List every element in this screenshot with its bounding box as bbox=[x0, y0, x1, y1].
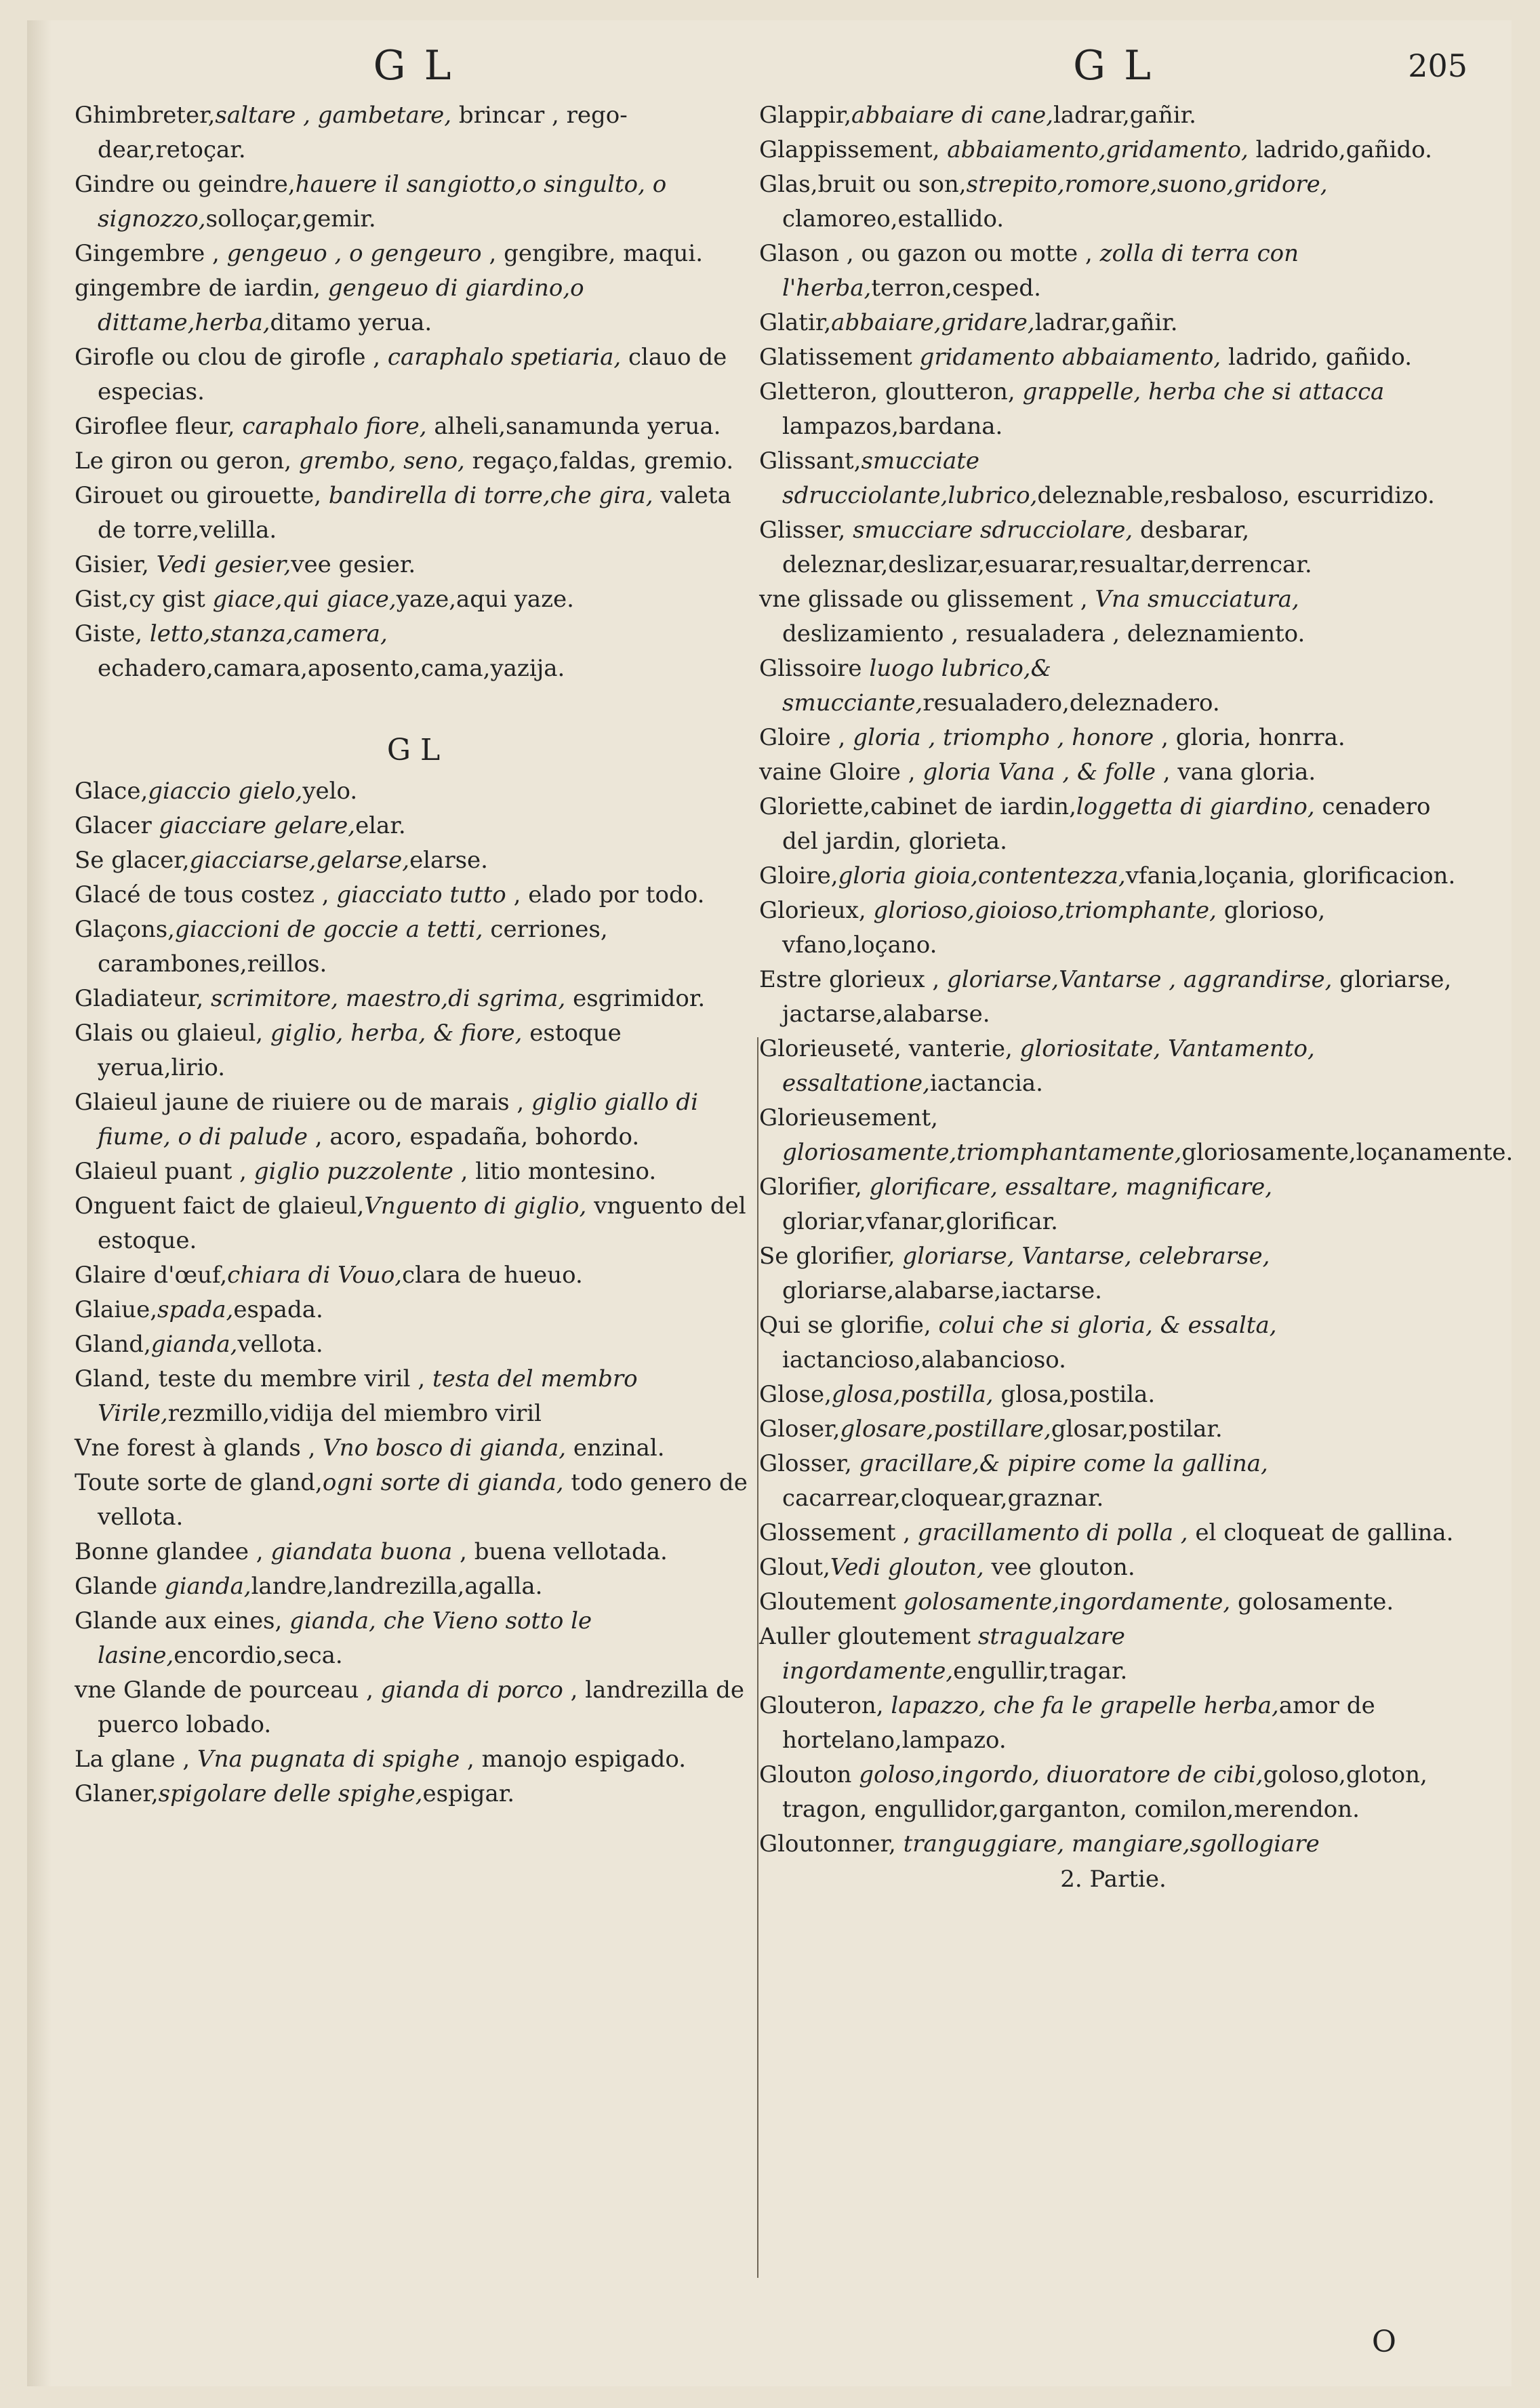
entry-headword: Gisier, bbox=[75, 551, 157, 578]
right-running-head: G L bbox=[1073, 42, 1154, 89]
entry-headword: Glose, bbox=[759, 1381, 832, 1408]
entry-headword: Giste, bbox=[75, 620, 150, 647]
left-entries-bottom bbox=[75, 774, 752, 1811]
entry-headword: Girouet ou girouette, bbox=[75, 482, 329, 509]
entry-headword: Glaiue, bbox=[75, 1296, 158, 1323]
column-rule bbox=[757, 1037, 758, 2278]
dictionary-entry bbox=[759, 859, 1467, 894]
dictionary-entry bbox=[759, 1550, 1467, 1585]
entry-italian: giglio puzzolente bbox=[254, 1158, 453, 1185]
signature-mark: 2. Partie. bbox=[1060, 1866, 1167, 1893]
right-entries bbox=[759, 98, 1514, 1862]
entry-spanish: clara de hueuo. bbox=[402, 1262, 583, 1289]
dictionary-entry bbox=[75, 809, 752, 843]
entry-italian: Vno bosco di gianda, bbox=[323, 1434, 567, 1462]
entry-headword: Glason , ou gazon ou motte , bbox=[759, 240, 1100, 267]
dictionary-entry bbox=[75, 617, 752, 686]
dictionary-entry bbox=[75, 479, 752, 548]
entry-headword: Glaner, bbox=[75, 1780, 159, 1807]
dictionary-entry bbox=[75, 444, 752, 479]
dictionary-entry bbox=[75, 1293, 752, 1327]
entry-italian: smucciare sdrucciolare, bbox=[853, 517, 1133, 544]
dictionary-entry bbox=[75, 1777, 752, 1811]
entry-spanish: ladrido,gañido. bbox=[1248, 136, 1432, 163]
entry-headword: Glisser, bbox=[759, 517, 853, 544]
entry-italian: gengeuo di giardino,o dittame,herba, bbox=[98, 275, 584, 336]
dictionary-entry bbox=[759, 651, 1467, 721]
entry-italian: Vnguento di giglio, bbox=[364, 1192, 587, 1220]
entry-headword: Giroflee fleur, bbox=[75, 413, 243, 440]
entry-spanish: solloçar,gemir. bbox=[205, 205, 376, 233]
dictionary-entry bbox=[759, 790, 1467, 859]
entry-spanish: , landrezilla de puerco lobado. bbox=[98, 1677, 744, 1738]
entry-spanish: iactancia. bbox=[929, 1070, 1043, 1097]
entry-italian: letto,stanza,camera, bbox=[149, 620, 388, 647]
entry-headword: vne Glande de pourceau , bbox=[75, 1677, 381, 1704]
entry-italian: ogni sorte di gianda, bbox=[322, 1469, 564, 1496]
entry-headword: Glout, bbox=[759, 1554, 830, 1581]
entry-spanish: gloriarse,alabarse,iactarse. bbox=[782, 1277, 1102, 1304]
entry-italian: tranguggiare, mangiare,sgollogiare bbox=[903, 1830, 1320, 1858]
entry-spanish: golosamente. bbox=[1230, 1588, 1394, 1616]
entry-spanish: yelo. bbox=[302, 778, 358, 805]
dictionary-entry bbox=[759, 1827, 1467, 1862]
entry-spanish: , acoro, espadaña, bohordo. bbox=[307, 1123, 640, 1150]
entry-italian: gracillare,& pipire come la gallina, bbox=[859, 1450, 1268, 1477]
entry-headword: Glossement , bbox=[759, 1519, 918, 1546]
entry-spanish: clauo de especias. bbox=[98, 344, 727, 405]
entry-spanish: landre,landrezilla,agalla. bbox=[251, 1573, 543, 1600]
entry-spanish: iactancioso,alabancioso. bbox=[782, 1346, 1066, 1373]
entry-spanish: vellota. bbox=[237, 1331, 323, 1358]
entry-headword: Girofle ou clou de girofle , bbox=[75, 344, 388, 371]
entry-headword: Glatissement bbox=[759, 344, 920, 371]
entry-italian: glorioso,gioioso,triomphante, bbox=[873, 897, 1217, 924]
entry-spanish: , gengibre, maqui. bbox=[481, 240, 704, 267]
entry-italian: gianda, bbox=[164, 1573, 251, 1600]
section-header: G L bbox=[386, 733, 441, 767]
dictionary-entry bbox=[759, 963, 1467, 1032]
entry-spanish: , gloria, honrra. bbox=[1154, 724, 1345, 751]
entry-spanish: enzinal. bbox=[566, 1434, 665, 1462]
entry-italian: gianda di porco bbox=[380, 1677, 563, 1704]
entry-italian: hauere il sangiotto,o singulto, o signozzo, bbox=[98, 171, 667, 233]
dictionary-entry bbox=[759, 1516, 1467, 1550]
entry-spanish: , vana gloria. bbox=[1155, 759, 1316, 786]
entry-italian: luogo lubrico,& smucciante, bbox=[782, 655, 1051, 717]
dictionary-entry bbox=[759, 1101, 1514, 1170]
left-column bbox=[75, 20, 752, 1811]
dictionary-entry bbox=[75, 912, 752, 982]
entry-spanish: echadero,camara,aposento,cama,yazija. bbox=[98, 655, 565, 682]
entry-spanish: yaze,aqui yaze. bbox=[396, 586, 574, 613]
entry-spanish: , manojo espigado. bbox=[460, 1746, 687, 1773]
entry-italian: spigolare delle spighe, bbox=[158, 1780, 423, 1807]
entry-italian: gianda, bbox=[150, 1331, 238, 1358]
entry-spanish: glorioso, vfano,loçano. bbox=[782, 897, 1326, 959]
entry-italian: colui che si gloria, & essalta, bbox=[938, 1312, 1277, 1339]
entry-spanish: estoque yerua,lirio. bbox=[98, 1020, 622, 1081]
entry-italian: Vna pugnata di spighe bbox=[197, 1746, 460, 1773]
dictionary-entry bbox=[759, 1378, 1467, 1412]
entry-italian: glosa,postilla, bbox=[831, 1381, 994, 1408]
entry-headword: Gloire , bbox=[759, 724, 853, 751]
dictionary-entry bbox=[759, 755, 1467, 790]
dictionary-entry bbox=[759, 513, 1467, 582]
entry-headword: Gingembre , bbox=[75, 240, 227, 267]
entry-headword: Gland, teste du membre viril , bbox=[75, 1365, 432, 1392]
entry-italian: glosare,postillare, bbox=[840, 1416, 1051, 1443]
entry-spanish: vnguento del estoque. bbox=[98, 1192, 746, 1254]
dictionary-entry bbox=[759, 1585, 1467, 1620]
dictionary-entry bbox=[75, 774, 752, 809]
dictionary-page bbox=[27, 20, 1512, 2386]
entry-spanish: elarse. bbox=[409, 847, 488, 874]
entry-italian: grappelle, herba che si attacca bbox=[1022, 378, 1385, 405]
dictionary-entry bbox=[75, 1016, 752, 1085]
page-number: 205 bbox=[1408, 47, 1467, 84]
entry-italian: gloriosamente,triomphantamente, bbox=[782, 1139, 1182, 1166]
entry-headword: Se glorifier, bbox=[759, 1243, 903, 1270]
entry-italian: caraphalo spetiaria, bbox=[387, 344, 622, 371]
entry-spanish: alheli,sanamunda yerua. bbox=[426, 413, 721, 440]
dictionary-entry bbox=[759, 1758, 1467, 1827]
entry-headword: Se glacer, bbox=[75, 847, 190, 874]
entry-spanish: ladrar,gañir. bbox=[1034, 309, 1178, 336]
entry-italian: gloriositate, Vantamento, essaltatione, bbox=[782, 1035, 1315, 1097]
dictionary-entry bbox=[75, 982, 752, 1016]
entry-italian: zolla di terra con l'herba, bbox=[782, 240, 1299, 302]
dictionary-entry bbox=[759, 1447, 1467, 1516]
entry-spanish: , buena vellotada. bbox=[452, 1538, 668, 1565]
dictionary-entry bbox=[75, 1673, 752, 1742]
entry-headword: Glappir, bbox=[759, 102, 852, 129]
entry-spanish: rezmillo,vidija del miembro viril bbox=[167, 1400, 542, 1427]
entry-italian: gloriarse, Vantarse, celebrarse, bbox=[902, 1243, 1270, 1270]
entry-headword: Glissoire bbox=[759, 655, 870, 682]
dictionary-entry bbox=[75, 1085, 752, 1155]
entry-italian: goloso,ingordo, diuoratore de cibi, bbox=[859, 1761, 1263, 1788]
dictionary-entry bbox=[759, 894, 1467, 963]
entry-italian: gloriarse,Vantarse , aggrandirse, bbox=[946, 966, 1333, 993]
entry-italian: giglio giallo di fiume, o di palude bbox=[98, 1089, 698, 1150]
entry-spanish: vee gesier. bbox=[291, 551, 416, 578]
dictionary-entry bbox=[75, 1604, 752, 1673]
entry-italian: grembo, seno, bbox=[298, 447, 465, 475]
entry-spanish: gloriar,vfanar,glorificar. bbox=[782, 1208, 1058, 1235]
entry-headword: Glande bbox=[75, 1573, 165, 1600]
entry-headword: Ghimbreter, bbox=[75, 102, 216, 129]
entry-headword: Le giron ou geron, bbox=[75, 447, 299, 475]
entry-spanish: vee glouton. bbox=[984, 1554, 1135, 1581]
entry-spanish: ditamo yerua. bbox=[270, 309, 432, 336]
dictionary-entry bbox=[759, 1620, 1467, 1689]
entry-headword: Glappissement, bbox=[759, 136, 948, 163]
dictionary-entry bbox=[759, 237, 1467, 306]
entry-spanish: deslizamiento , resualadera , deleznamiento. bbox=[782, 620, 1305, 647]
entry-spanish: elar. bbox=[355, 812, 406, 839]
entry-italian: gracillamento di polla , bbox=[917, 1519, 1188, 1546]
dictionary-entry bbox=[75, 1327, 752, 1362]
entry-headword: Onguent faict de glaieul, bbox=[75, 1192, 365, 1220]
dictionary-entry bbox=[759, 306, 1467, 340]
dictionary-entry bbox=[759, 167, 1467, 237]
entry-headword: Glaire d'œuf, bbox=[75, 1262, 228, 1289]
entry-headword: Glacer bbox=[75, 812, 159, 839]
entry-spanish: ladrido, gañido. bbox=[1221, 344, 1413, 371]
entry-spanish: ladrar,gañir. bbox=[1053, 102, 1196, 129]
entry-headword: Glais ou glaieul, bbox=[75, 1020, 270, 1047]
entry-headword: Glouton bbox=[759, 1761, 859, 1788]
entry-headword: Gist,cy gist bbox=[75, 586, 213, 613]
dictionary-entry bbox=[75, 271, 752, 340]
entry-spanish: gloriosamente,loçanamente. bbox=[1181, 1139, 1514, 1166]
entry-italian: strepito,romore,suono,gridore, bbox=[966, 171, 1328, 198]
entry-spanish: desbarar, deleznar,deslizar,esuarar,resualtar,derrencar. bbox=[782, 517, 1312, 578]
entry-italian: testa del membro Virile, bbox=[98, 1365, 638, 1427]
entry-italian: giaccio gielo, bbox=[148, 778, 303, 805]
entry-italian: Vedi gesier, bbox=[156, 551, 291, 578]
entry-spanish: terron,cesped. bbox=[871, 275, 1041, 302]
entry-italian: giacciato tutto bbox=[336, 881, 506, 908]
entry-italian: lapazzo, che fa le grapelle herba, bbox=[891, 1692, 1279, 1719]
entry-spanish: regaço,faldas, gremio. bbox=[464, 447, 734, 475]
dictionary-entry bbox=[75, 1535, 752, 1569]
entry-spanish: , litio montesino. bbox=[453, 1158, 657, 1185]
entry-headword: gingembre de iardin, bbox=[75, 275, 328, 302]
entry-headword: Bonne glandee , bbox=[75, 1538, 271, 1565]
entry-spanish: glosa,postila. bbox=[993, 1381, 1156, 1408]
entry-italian: chiara di Vouo, bbox=[227, 1262, 403, 1289]
entry-headword: vaine Gloire , bbox=[759, 759, 923, 786]
page-gutter-shadow bbox=[27, 20, 52, 2386]
entry-spanish: cacarrear,cloquear,graznar. bbox=[782, 1485, 1104, 1512]
entry-spanish: el cloqueat de gallina. bbox=[1188, 1519, 1454, 1546]
entry-spanish: cenadero del jardin, glorieta. bbox=[782, 793, 1431, 855]
entry-italian: caraphalo fiore, bbox=[242, 413, 427, 440]
entry-italian: saltare , gambetare, bbox=[215, 102, 452, 129]
entry-headword: Gland, bbox=[75, 1331, 151, 1358]
entry-headword: Estre glorieux , bbox=[759, 966, 947, 993]
dictionary-entry bbox=[759, 1239, 1467, 1308]
entry-headword: Gladiateur, bbox=[75, 985, 211, 1012]
dictionary-entry bbox=[759, 1308, 1467, 1378]
dictionary-entry bbox=[75, 237, 752, 271]
entry-italian: Vedi glouton, bbox=[830, 1554, 984, 1581]
entry-italian: loggetta di giardino, bbox=[1076, 793, 1315, 820]
entry-spanish: vfania,loçania, glorificacion. bbox=[1125, 862, 1456, 889]
entry-headword: Glaçons, bbox=[75, 916, 175, 943]
entry-headword: Toute sorte de gland, bbox=[75, 1469, 323, 1496]
dictionary-entry bbox=[75, 1362, 752, 1431]
entry-spanish: glosar,postilar. bbox=[1051, 1416, 1223, 1443]
entry-spanish: resualadero,deleznadero. bbox=[923, 689, 1220, 717]
entry-italian: golosamente,ingordamente, bbox=[903, 1588, 1231, 1616]
entry-italian: abbaiare di cane, bbox=[851, 102, 1054, 129]
dictionary-entry bbox=[759, 133, 1467, 167]
entry-headword: Glouteron, bbox=[759, 1692, 891, 1719]
entry-italian: giaccioni de goccie a tetti, bbox=[174, 916, 483, 943]
entry-headword: Glas,bruit ou son, bbox=[759, 171, 967, 198]
entry-headword: Vne forest à glands , bbox=[75, 1434, 323, 1462]
dictionary-entry bbox=[75, 98, 752, 167]
entry-headword: Glaieul jaune de riuiere ou de marais , bbox=[75, 1089, 531, 1116]
entry-headword: Gloire, bbox=[759, 862, 838, 889]
entry-italian: stragualzare ingordamente, bbox=[782, 1623, 1125, 1685]
entry-spanish: cerriones, carambones,reillos. bbox=[98, 916, 608, 978]
entry-headword: Glorieux, bbox=[759, 897, 874, 924]
dictionary-entry bbox=[759, 444, 1467, 513]
dictionary-entry bbox=[759, 1170, 1467, 1239]
dictionary-entry bbox=[75, 409, 752, 444]
entry-headword: Glosser, bbox=[759, 1450, 859, 1477]
entry-headword: Glorieusement, bbox=[759, 1104, 938, 1131]
dictionary-entry bbox=[759, 582, 1467, 651]
entry-spanish: esgrimidor. bbox=[565, 985, 706, 1012]
entry-italian: giglio, herba, & fiore, bbox=[270, 1020, 523, 1047]
dictionary-entry bbox=[75, 1466, 752, 1535]
entry-spanish: todo genero de vellota. bbox=[98, 1469, 748, 1531]
entry-headword: Qui se glorifie, bbox=[759, 1312, 939, 1339]
dictionary-entry bbox=[75, 878, 752, 912]
entry-headword: Glissant, bbox=[759, 447, 862, 475]
catch-mark: O bbox=[1371, 2325, 1396, 2359]
entry-italian: gloria gioia,contentezza, bbox=[838, 862, 1126, 889]
entry-italian: spada, bbox=[157, 1296, 234, 1323]
left-running-head: G L bbox=[373, 42, 454, 89]
dictionary-entry bbox=[759, 340, 1467, 375]
dictionary-entry bbox=[759, 1412, 1467, 1447]
entry-italian: glorificare, essaltare, magnificare, bbox=[869, 1173, 1273, 1201]
entry-headword: Gloser, bbox=[759, 1416, 840, 1443]
entry-spanish: encordio,seca. bbox=[174, 1642, 343, 1669]
entry-headword: Glace, bbox=[75, 778, 148, 805]
entry-headword: Glande aux eines, bbox=[75, 1607, 290, 1634]
dictionary-entry bbox=[75, 1431, 752, 1466]
entry-italian: gengeuo , o gengeuro bbox=[226, 240, 482, 267]
entry-spanish: engullir,tragar. bbox=[953, 1658, 1128, 1685]
entry-headword: Gloutement bbox=[759, 1588, 904, 1616]
dictionary-entry bbox=[759, 375, 1467, 444]
entry-italian: giace,qui giace, bbox=[212, 586, 397, 613]
entry-spanish: deleznable,resbaloso, escurridizo. bbox=[1037, 482, 1435, 509]
entry-headword: Glaieul puant , bbox=[75, 1158, 254, 1185]
dictionary-entry bbox=[75, 1569, 752, 1604]
dictionary-entry bbox=[75, 1189, 752, 1258]
entry-italian: giandata buona bbox=[270, 1538, 453, 1565]
entry-spanish: lampazos,bardana. bbox=[782, 413, 1003, 440]
entry-spanish: clamoreo,estallido. bbox=[782, 205, 1005, 233]
dictionary-entry bbox=[759, 1032, 1467, 1101]
entry-italian: smucciate sdrucciolante,lubrico, bbox=[782, 447, 1038, 509]
entry-spanish: amor de hortelano,lampazo. bbox=[782, 1692, 1375, 1754]
entry-headword: Gletteron, gloutteron, bbox=[759, 378, 1023, 405]
left-entries-top bbox=[75, 98, 752, 686]
entry-headword: Glorieuseté, vanterie, bbox=[759, 1035, 1020, 1062]
entry-italian: gloria Vana , & folle bbox=[923, 759, 1156, 786]
entry-italian: Vna smucciatura, bbox=[1095, 586, 1299, 613]
entry-italian: gianda, che Vieno sotto le lasine, bbox=[98, 1607, 592, 1669]
entry-italian: abbaiare,gridare, bbox=[831, 309, 1035, 336]
dictionary-entry bbox=[759, 1689, 1467, 1758]
dictionary-entry bbox=[75, 1258, 752, 1293]
dictionary-entry bbox=[759, 721, 1467, 755]
entry-headword: La glane , bbox=[75, 1746, 198, 1773]
dictionary-entry bbox=[75, 340, 752, 409]
entry-italian: scrimitore, maestro,di sgrima, bbox=[211, 985, 566, 1012]
dictionary-entry bbox=[75, 548, 752, 582]
right-column bbox=[759, 20, 1514, 1893]
entry-italian: abbaiamento,gridamento, bbox=[947, 136, 1249, 163]
entry-headword: Gloriette,cabinet de iardin, bbox=[759, 793, 1076, 820]
entry-headword: Glatir, bbox=[759, 309, 832, 336]
dictionary-entry bbox=[75, 167, 752, 237]
entry-headword: vne glissade ou glissement , bbox=[759, 586, 1095, 613]
entry-italian: giacciare gelare, bbox=[159, 812, 356, 839]
entry-headword: Auller gloutement bbox=[759, 1623, 978, 1650]
dictionary-entry bbox=[75, 843, 752, 878]
entry-italian: gloria , triompho , honore bbox=[853, 724, 1154, 751]
entry-spanish: goloso,gloton, tragon, engullidor,garganton, comilon,merendon. bbox=[782, 1761, 1427, 1823]
entry-spanish: valeta de torre,velilla. bbox=[98, 482, 731, 544]
entry-headword: Gindre ou geindre, bbox=[75, 171, 296, 198]
entry-italian: giacciarse,gelarse, bbox=[189, 847, 410, 874]
entry-italian: bandirella di torre,che gira, bbox=[328, 482, 653, 509]
entry-spanish: gloriarse, jactarse,alabarse. bbox=[782, 966, 1452, 1028]
entry-spanish: brincar , rego-dear,retoçar. bbox=[98, 102, 628, 163]
dictionary-entry bbox=[75, 582, 752, 617]
entry-headword: Gloutonner, bbox=[759, 1830, 904, 1858]
entry-spanish: , elado por todo. bbox=[506, 881, 705, 908]
dictionary-entry bbox=[75, 1155, 752, 1189]
entry-headword: Glorifier, bbox=[759, 1173, 870, 1201]
dictionary-entry bbox=[75, 1742, 752, 1777]
entry-spanish: espada. bbox=[233, 1296, 323, 1323]
entry-italian: gridamento abbaiamento, bbox=[919, 344, 1221, 371]
entry-spanish: espigar. bbox=[422, 1780, 515, 1807]
entry-headword: Glacé de tous costez , bbox=[75, 881, 337, 908]
dictionary-entry bbox=[759, 98, 1467, 133]
